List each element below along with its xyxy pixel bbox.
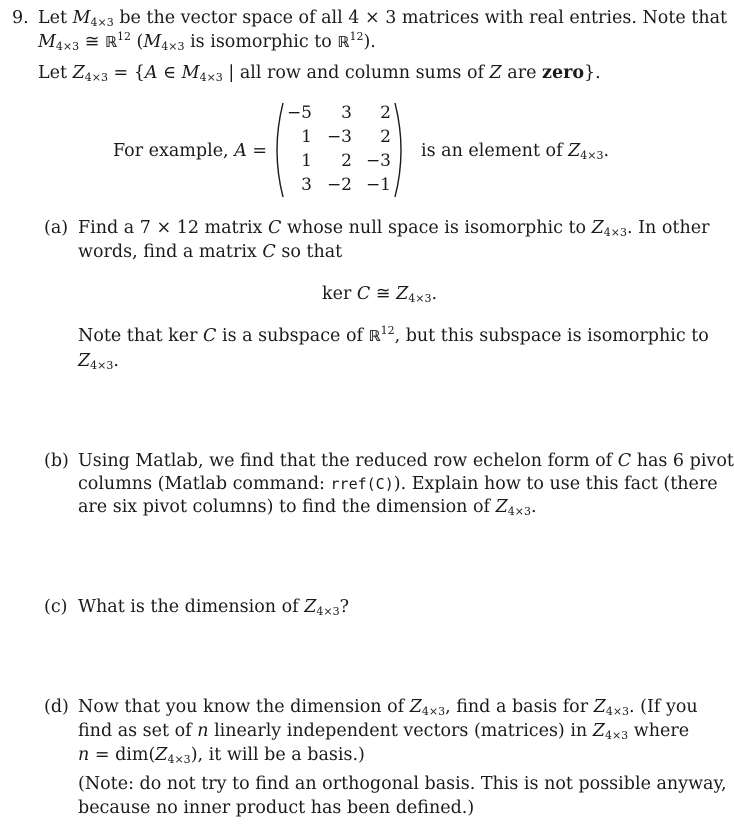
part-c-label: (c) (44, 597, 68, 617)
matrix-cell: 3 (341, 103, 352, 123)
part-a-label: (a) (44, 218, 69, 238)
matrix-cell: 2 (380, 127, 391, 147)
matrix-cell: 2 (380, 103, 391, 123)
matrix-cell: −3 (326, 127, 352, 147)
part-a-equation: ker C ≅ $Z_{4\times 3}$. (322, 284, 438, 305)
part-b-line-2: columns (Matlab command: rref(C)). Explain how to use this fact (there (78, 474, 718, 494)
example-suffix: is an element of $Z_{4\times 3}$. (421, 141, 610, 162)
matrix-cell: 1 (301, 151, 312, 171)
matrix-cell: 2 (341, 151, 352, 171)
example-matrix (272, 100, 406, 200)
part-a-line-1: Find a 7 × 12 matrix C whose null space is isomorphic to $Z_{4\times 3}$. In other (78, 218, 710, 239)
problem-line-2: $M_{4\times 3}$ ≅ ℝ$^{12}$ ($M_{4\times 3}$ is isomorphic to ℝ$^{12}$). (38, 30, 376, 53)
part-b-label: (b) (44, 451, 69, 471)
part-c-question: What is the dimension of $Z_{4\times 3}$? (78, 597, 349, 618)
matrix-cell: 3 (301, 175, 312, 195)
part-a-note-line-1: Note that ker C is a subspace of ℝ$^{12}$, but this subspace is isomorphic to (78, 324, 709, 346)
matrix-cell: −2 (326, 175, 352, 195)
part-a-note-line-2: $Z_{4\times 3}$. (78, 351, 119, 372)
part-d-line-1: Now that you know the dimension of $Z_{4\times 3}$, find a basis for $Z_{4\times 3}$. (If you (78, 697, 698, 718)
matrix-cell: −1 (365, 175, 391, 195)
matrix-cell: −5 (286, 103, 312, 123)
problem-number: 9. (12, 8, 29, 28)
part-b-line-1: Using Matlab, we find that the reduced row echelon form of C has 6 pivot (78, 451, 734, 471)
matrix-cell: −3 (365, 151, 391, 171)
part-d-line-2: find as set of n linearly independent vectors (matrices) in $Z_{4\times 3}$ where (78, 721, 690, 742)
part-d-note-line-2: because no inner product has been defined.) (78, 798, 475, 818)
part-b-line-3: are six pivot columns) to find the dimension of $Z_{4\times 3}$. (78, 497, 537, 518)
z-definition: Let $Z_{4\times 3} = \{A$ ∈ $M_{4\times 3}$ | all row and column sums of Z are zero}. (38, 63, 601, 84)
example-label: For example, A = (113, 141, 268, 161)
problem-line-1: Let $M_{4\times 3}$ be the vector space of all 4 × 3 matrices with real entries. Note that (38, 8, 728, 29)
matlab-command: rref(C) (330, 475, 394, 493)
part-d-note-line-1: (Note: do not try to find an orthogonal basis. This is not possible anyway, (78, 774, 727, 794)
part-d-label: (d) (44, 697, 69, 717)
part-a-line-2: words, find a matrix C so that (78, 242, 343, 262)
matrix-cell: 1 (301, 127, 312, 147)
part-d-line-3: $n = dim(Z_{4\times 3})$, it will be a basis.) (78, 745, 365, 766)
